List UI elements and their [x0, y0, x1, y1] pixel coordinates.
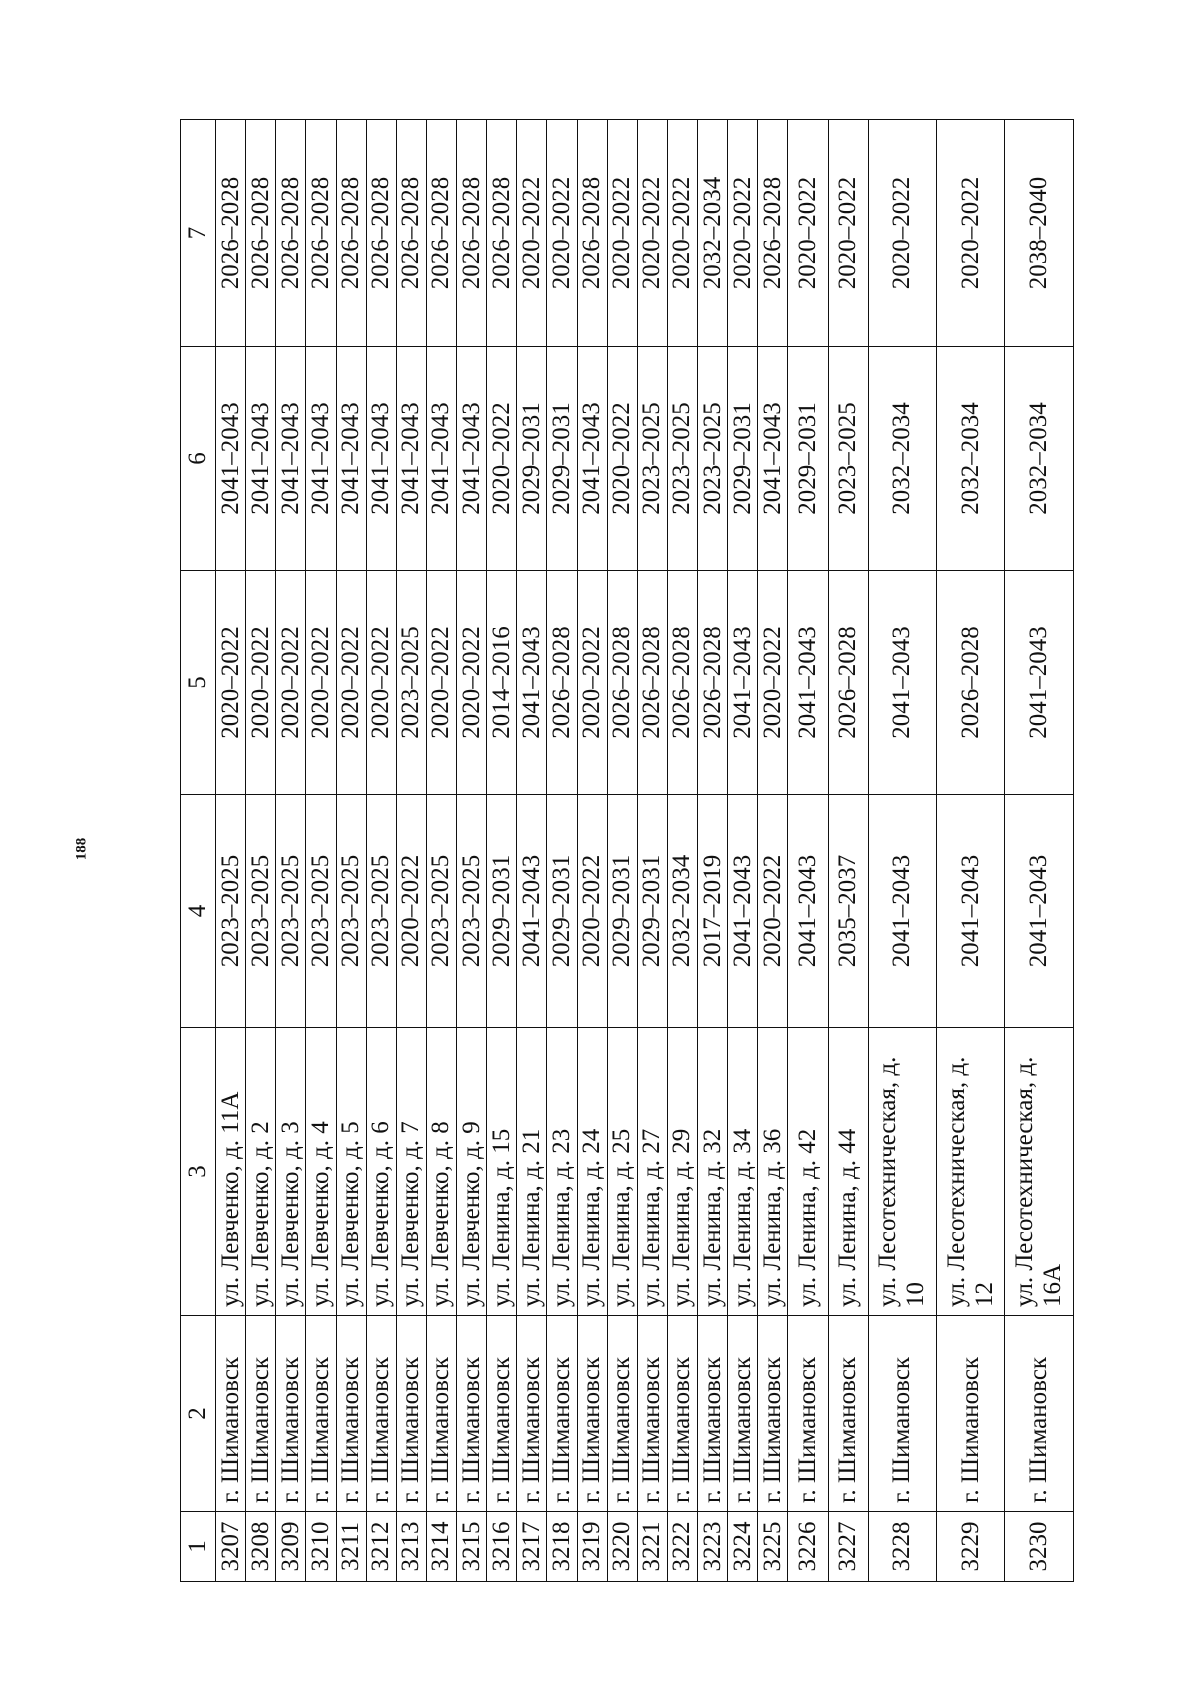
col7-cell: 2020–2022	[607, 120, 637, 347]
address-cell: ул. Левченко, д. 3	[276, 1028, 306, 1316]
data-table	[180, 119, 1074, 1582]
table-row	[426, 120, 456, 1582]
row-number: 3226	[788, 1512, 828, 1582]
row-number: 3229	[937, 1512, 1005, 1582]
col4-cell: 2023–2025	[306, 795, 336, 1028]
col6-cell: 2041–2043	[276, 347, 306, 571]
col6-cell: 2041–2043	[366, 347, 396, 571]
city-cell: г. Шимановск	[426, 1316, 456, 1512]
address-cell: ул. Левченко, д. 5	[336, 1028, 366, 1316]
city-cell: г. Шимановск	[637, 1316, 667, 1512]
col6-cell: 2029–2031	[547, 347, 577, 571]
row-number: 3218	[547, 1512, 577, 1582]
col5-cell: 2026–2028	[937, 571, 1005, 795]
col5-cell: 2026–2028	[637, 571, 667, 795]
row-number: 3214	[426, 1512, 456, 1582]
row-number: 3221	[637, 1512, 667, 1582]
col6-cell: 2041–2043	[577, 347, 607, 571]
col6-cell: 2029–2031	[517, 347, 547, 571]
city-cell: г. Шимановск	[396, 1316, 426, 1512]
city-cell: г. Шимановск	[1005, 1316, 1074, 1512]
row-number: 3216	[487, 1512, 517, 1582]
city-cell: г. Шимановск	[828, 1316, 868, 1512]
col6-cell: 2023–2025	[698, 347, 728, 571]
col7-cell: 2020–2022	[728, 120, 758, 347]
address-cell: ул. Ленина, д. 15	[487, 1028, 517, 1316]
row-number: 3215	[457, 1512, 487, 1582]
col6-cell: 2041–2043	[306, 347, 336, 571]
city-cell: г. Шимановск	[366, 1316, 396, 1512]
col5-cell: 2026–2028	[828, 571, 868, 795]
row-number: 3207	[216, 1512, 246, 1582]
col4-cell: 2029–2031	[607, 795, 637, 1028]
table-row	[788, 120, 828, 1582]
city-cell: г. Шимановск	[246, 1316, 276, 1512]
col6-cell: 2020–2022	[607, 347, 637, 571]
col6-cell: 2041–2043	[336, 347, 366, 571]
col6-cell: 2041–2043	[457, 347, 487, 571]
table-row	[246, 120, 276, 1582]
col7-cell: 2020–2022	[868, 120, 936, 347]
city-cell: г. Шимановск	[868, 1316, 936, 1512]
column-header-7: 7	[181, 120, 216, 347]
row-number: 3225	[758, 1512, 788, 1582]
city-cell: г. Шимановск	[728, 1316, 758, 1512]
row-number: 3208	[246, 1512, 276, 1582]
table-row	[868, 120, 936, 1582]
col7-cell: 2020–2022	[788, 120, 828, 347]
row-number: 3219	[577, 1512, 607, 1582]
col5-cell: 2020–2022	[336, 571, 366, 795]
row-number: 3212	[366, 1512, 396, 1582]
col5-cell: 2041–2043	[868, 571, 936, 795]
col4-cell: 2023–2025	[366, 795, 396, 1028]
row-number: 3217	[517, 1512, 547, 1582]
col4-cell: 2017–2019	[698, 795, 728, 1028]
col7-cell: 2026–2028	[396, 120, 426, 347]
col5-cell: 2020–2022	[426, 571, 456, 795]
col6-cell: 2032–2034	[1005, 347, 1074, 571]
city-cell: г. Шимановск	[577, 1316, 607, 1512]
table-row	[637, 120, 667, 1582]
col4-cell: 2023–2025	[276, 795, 306, 1028]
col5-cell: 2020–2022	[216, 571, 246, 795]
col5-cell: 2041–2043	[728, 571, 758, 795]
col6-cell: 2032–2034	[868, 347, 936, 571]
table-row	[457, 120, 487, 1582]
address-cell: ул. Ленина, д. 42	[788, 1028, 828, 1316]
column-header-5: 5	[181, 571, 216, 795]
col5-cell: 2020–2022	[366, 571, 396, 795]
address-cell: ул. Ленина, д. 25	[607, 1028, 637, 1316]
col5-cell: 2020–2022	[457, 571, 487, 795]
col4-cell: 2020–2022	[396, 795, 426, 1028]
col5-cell: 2023–2025	[396, 571, 426, 795]
col7-cell: 2026–2028	[366, 120, 396, 347]
col7-cell: 2026–2028	[758, 120, 788, 347]
city-cell: г. Шимановск	[667, 1316, 697, 1512]
city-cell: г. Шимановск	[698, 1316, 728, 1512]
col4-cell: 2035–2037	[828, 795, 868, 1028]
table-row	[728, 120, 758, 1582]
row-number: 3228	[868, 1512, 936, 1582]
row-number: 3210	[306, 1512, 336, 1582]
col4-cell: 2041–2043	[517, 795, 547, 1028]
col4-cell: 2029–2031	[637, 795, 667, 1028]
address-cell: ул. Ленина, д. 29	[667, 1028, 697, 1316]
col6-cell: 2023–2025	[637, 347, 667, 571]
page-number: 188	[73, 837, 90, 861]
col4-cell: 2032–2034	[667, 795, 697, 1028]
col7-cell: 2026–2028	[577, 120, 607, 347]
col7-cell: 2026–2028	[487, 120, 517, 347]
address-cell: ул. Ленина, д. 36	[758, 1028, 788, 1316]
col7-cell: 2026–2028	[276, 120, 306, 347]
table-row	[828, 120, 868, 1582]
col5-cell: 2014–2016	[487, 571, 517, 795]
col4-cell: 2041–2043	[728, 795, 758, 1028]
col7-cell: 2020–2022	[937, 120, 1005, 347]
col4-cell: 2023–2025	[426, 795, 456, 1028]
col5-cell: 2020–2022	[246, 571, 276, 795]
col5-cell: 2020–2022	[577, 571, 607, 795]
address-cell: ул. Левченко, д. 4	[306, 1028, 336, 1316]
table-row	[487, 120, 517, 1582]
row-number: 3223	[698, 1512, 728, 1582]
table-row	[216, 120, 246, 1582]
col4-cell: 2029–2031	[487, 795, 517, 1028]
col5-cell: 2026–2028	[698, 571, 728, 795]
table-row	[698, 120, 728, 1582]
address-cell: ул. Ленина, д. 32	[698, 1028, 728, 1316]
city-cell: г. Шимановск	[517, 1316, 547, 1512]
col4-cell: 2023–2025	[216, 795, 246, 1028]
col7-cell: 2020–2022	[828, 120, 868, 347]
table-row	[517, 120, 547, 1582]
row-number: 3224	[728, 1512, 758, 1582]
address-cell: ул. Ленина, д. 44	[828, 1028, 868, 1316]
col7-cell: 2020–2022	[667, 120, 697, 347]
col7-cell: 2020–2022	[547, 120, 577, 347]
city-cell: г. Шимановск	[336, 1316, 366, 1512]
city-cell: г. Шимановск	[607, 1316, 637, 1512]
address-cell: ул. Левченко, д. 6	[366, 1028, 396, 1316]
address-cell: ул. Левченко, д. 2	[246, 1028, 276, 1316]
column-header-3: 3	[181, 1028, 216, 1316]
table-row	[366, 120, 396, 1582]
col5-cell: 2020–2022	[276, 571, 306, 795]
row-number: 3220	[607, 1512, 637, 1582]
table-row	[607, 120, 637, 1582]
city-cell: г. Шимановск	[487, 1316, 517, 1512]
col4-cell: 2041–2043	[788, 795, 828, 1028]
table-row	[276, 120, 306, 1582]
col4-cell: 2041–2043	[868, 795, 936, 1028]
col5-cell: 2026–2028	[607, 571, 637, 795]
col6-cell: 2041–2043	[758, 347, 788, 571]
col4-cell: 2023–2025	[336, 795, 366, 1028]
address-cell: ул. Левченко, д. 11А	[216, 1028, 246, 1316]
col6-cell: 2032–2034	[937, 347, 1005, 571]
col4-cell: 2041–2043	[937, 795, 1005, 1028]
row-number: 3230	[1005, 1512, 1074, 1582]
col6-cell: 2023–2025	[828, 347, 868, 571]
table-row	[336, 120, 366, 1582]
header-row	[181, 120, 216, 1582]
row-number: 3227	[828, 1512, 868, 1582]
table-row	[758, 120, 788, 1582]
col7-cell: 2038–2040	[1005, 120, 1074, 347]
address-cell: ул. Ленина, д. 24	[577, 1028, 607, 1316]
col4-cell: 2029–2031	[547, 795, 577, 1028]
col6-cell: 2041–2043	[216, 347, 246, 571]
col4-cell: 2023–2025	[246, 795, 276, 1028]
col6-cell: 2023–2025	[667, 347, 697, 571]
table-row	[396, 120, 426, 1582]
address-cell: ул. Левченко, д. 7	[396, 1028, 426, 1316]
table-row	[1005, 120, 1074, 1582]
col7-cell: 2020–2022	[517, 120, 547, 347]
column-header-1: 1	[181, 1512, 216, 1582]
row-number: 3209	[276, 1512, 306, 1582]
city-cell: г. Шимановск	[216, 1316, 246, 1512]
col6-cell: 2020–2022	[487, 347, 517, 571]
address-cell: ул. Лесотехническая, д. 10	[868, 1028, 936, 1316]
city-cell: г. Шимановск	[306, 1316, 336, 1512]
col4-cell: 2041–2043	[1005, 795, 1074, 1028]
table-row	[667, 120, 697, 1582]
table-row	[547, 120, 577, 1582]
col7-cell: 2026–2028	[216, 120, 246, 347]
col7-cell: 2020–2022	[637, 120, 667, 347]
col5-cell: 2026–2028	[547, 571, 577, 795]
col6-cell: 2029–2031	[788, 347, 828, 571]
address-cell: ул. Лесотехническая, д. 16А	[1005, 1028, 1074, 1316]
col6-cell: 2029–2031	[728, 347, 758, 571]
column-header-4: 4	[181, 795, 216, 1028]
city-cell: г. Шимановск	[788, 1316, 828, 1512]
col7-cell: 2032–2034	[698, 120, 728, 347]
address-cell: ул. Левченко, д. 9	[457, 1028, 487, 1316]
row-number: 3222	[667, 1512, 697, 1582]
row-number: 3213	[396, 1512, 426, 1582]
address-cell: ул. Ленина, д. 34	[728, 1028, 758, 1316]
address-cell: ул. Ленина, д. 27	[637, 1028, 667, 1316]
col7-cell: 2026–2028	[426, 120, 456, 347]
col4-cell: 2023–2025	[457, 795, 487, 1028]
col5-cell: 2026–2028	[667, 571, 697, 795]
table-row	[306, 120, 336, 1582]
col6-cell: 2041–2043	[246, 347, 276, 571]
col7-cell: 2026–2028	[306, 120, 336, 347]
address-cell: ул. Левченко, д. 8	[426, 1028, 456, 1316]
col6-cell: 2041–2043	[426, 347, 456, 571]
col5-cell: 2041–2043	[517, 571, 547, 795]
column-header-2: 2	[181, 1316, 216, 1512]
city-cell: г. Шимановск	[276, 1316, 306, 1512]
col5-cell: 2041–2043	[788, 571, 828, 795]
address-cell: ул. Лесотехническая, д. 12	[937, 1028, 1005, 1316]
city-cell: г. Шимановск	[457, 1316, 487, 1512]
city-cell: г. Шимановск	[937, 1316, 1005, 1512]
rotated-table-container	[180, 120, 1074, 1582]
col5-cell: 2020–2022	[758, 571, 788, 795]
city-cell: г. Шимановск	[547, 1316, 577, 1512]
col4-cell: 2020–2022	[758, 795, 788, 1028]
address-cell: ул. Ленина, д. 23	[547, 1028, 577, 1316]
column-header-6: 6	[181, 347, 216, 571]
city-cell: г. Шимановск	[758, 1316, 788, 1512]
col5-cell: 2041–2043	[1005, 571, 1074, 795]
table-body	[216, 120, 1074, 1582]
col7-cell: 2026–2028	[457, 120, 487, 347]
table-row	[937, 120, 1005, 1582]
col7-cell: 2026–2028	[336, 120, 366, 347]
col5-cell: 2020–2022	[306, 571, 336, 795]
col4-cell: 2020–2022	[577, 795, 607, 1028]
col6-cell: 2041–2043	[396, 347, 426, 571]
address-cell: ул. Ленина, д. 21	[517, 1028, 547, 1316]
table-row	[577, 120, 607, 1582]
col7-cell: 2026–2028	[246, 120, 276, 347]
row-number: 3211	[336, 1512, 366, 1582]
